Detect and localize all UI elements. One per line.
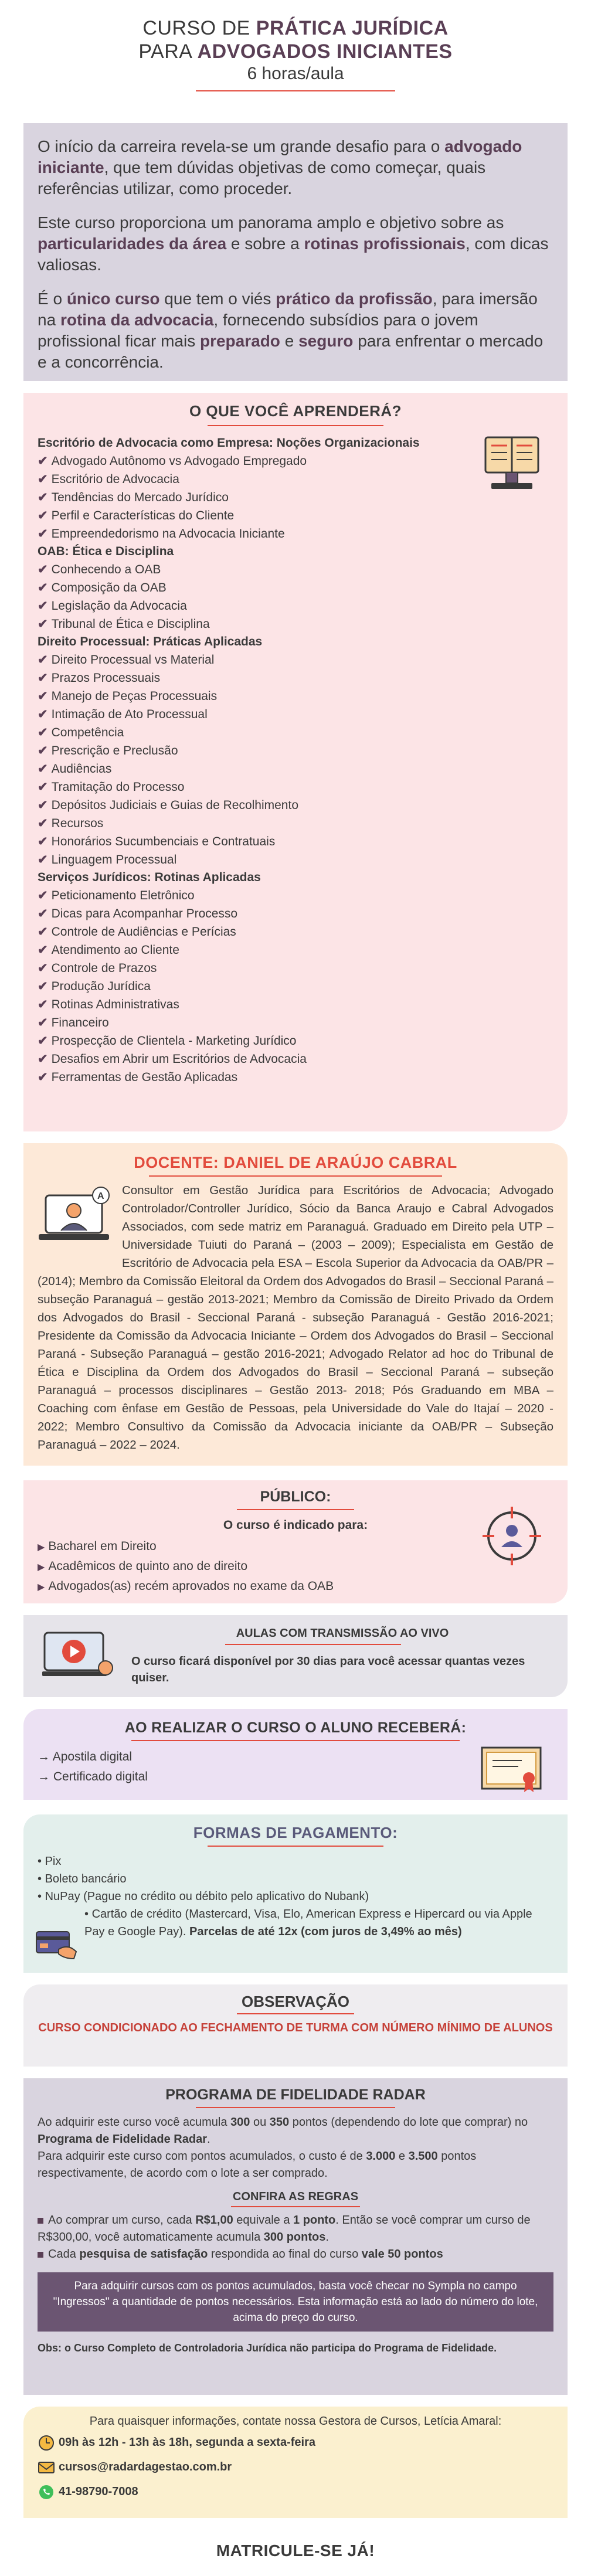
learn-item — [38, 742, 553, 760]
check-icon: ✔ — [38, 889, 48, 902]
learn-item — [38, 995, 553, 1014]
check-icon: ✔ — [38, 581, 48, 594]
title-prefix: PARA — [138, 40, 198, 63]
receive-item-label: Apostila digital — [52, 1750, 133, 1763]
text: Este curso proporciona um panorama amplo e objetivo sobre as — [38, 213, 504, 232]
loyalty-paragraph-2 — [38, 2148, 553, 2182]
check-icon: ✔ — [38, 509, 48, 522]
intro-section — [23, 123, 568, 381]
check-icon: ✔ — [38, 980, 48, 993]
text: , que tem dúvidas objetivas de como começar, quais referências utilizar, como proceder. — [38, 158, 486, 198]
audience-item-label: Advogados(as) recém aprovados no exame da OAB — [48, 1579, 334, 1593]
check-icon: ✔ — [38, 798, 48, 812]
learn-item-label: Competência — [51, 726, 124, 739]
learn-item-label: Prospecção de Clientela - Marketing Jurídico — [51, 1034, 297, 1048]
teacher-title: DOCENTE: DANIEL DE ARAÚJO CABRAL — [134, 1154, 457, 1171]
text: e sobre a — [226, 235, 304, 253]
video-lesson-icon — [41, 1627, 117, 1685]
payment-item — [38, 1870, 553, 1888]
credit-card-icon — [35, 1926, 77, 1961]
audience-section — [23, 1480, 568, 1603]
observation-text: CURSO CONDICIONADO AO FECHAMENTO DE TURMA COM NÚMERO MÍNIMO DE ALUNOS — [38, 2021, 553, 2034]
square-bullet-icon — [38, 2218, 43, 2224]
learn-item-label: Perfil e Características do Cliente — [51, 509, 235, 522]
text: Ao comprar um curso, cada — [48, 2214, 196, 2227]
payment-item-label: Boleto bancário — [45, 1872, 127, 1885]
learn-category: OAB: Ética e Disciplina — [38, 545, 174, 558]
learn-item-label: Depósitos Judiciais e Guias de Recolhimento — [51, 798, 298, 812]
highlight: Programa de Fidelidade Radar — [38, 2133, 207, 2146]
audience-item — [38, 1577, 553, 1597]
check-icon: ✔ — [38, 762, 48, 776]
rule-item-1 — [38, 2212, 553, 2246]
highlight: prático da profissão — [276, 290, 433, 308]
header-divider — [196, 90, 395, 91]
check-icon: ✔ — [38, 907, 48, 920]
check-icon: ✔ — [38, 689, 48, 703]
learn-item — [38, 579, 553, 597]
text: para enfrentar o mercado e a concorrência. — [38, 332, 544, 371]
learn-item — [38, 1032, 553, 1050]
check-icon: ✔ — [38, 961, 48, 975]
learn-item — [38, 1050, 553, 1068]
intro-paragraph-1 — [38, 136, 553, 199]
arrow-right-icon: → — [38, 1770, 53, 1783]
audience-divider — [237, 1509, 354, 1510]
contact-email-row[interactable] — [38, 2456, 553, 2478]
bullet-icon: • — [38, 1890, 45, 1903]
triangle-bullet-icon: ▶ — [38, 1562, 45, 1572]
highlight: único curso — [66, 290, 160, 308]
title-bold: ADVOGADOS INICIANTES — [197, 40, 453, 63]
text: . — [206, 2133, 210, 2146]
learn-category: Escritório de Advocacia como Empresa: Noções Organizacionais — [38, 436, 420, 450]
highlight: 1 ponto — [293, 2214, 336, 2227]
learn-item-label: Linguagem Processual — [51, 853, 177, 866]
learn-category: Serviços Jurídicos: Rotinas Aplicadas — [38, 871, 261, 884]
teacher-bio: Consultor em Gestão Jurídica para Escritórios de Advocacia; Advogado Controlador/Controller Jurídico, Sócio da Banca Araujo e Cabral Advogados Associados, com sede matriz em Paranaguá. Graduado em Direito pela UTP – Universidade Tuiuti do Paraná – (2003 – 2009); Especialista em Gestão de Escritório de Advocacia pela ESA – Escola Superior da Advocacia da OAB/PR – (2014); Membro da Comissão Eleitoral da Ordem dos Advogados do Brasil – Seccional Paraná – subseção Paranaguá – gestão 2013-2021; Membro da Comissão de Direito Privado da Ordem dos Advogados do Brasil - Seccional Paraná - subseção Paranaguá - Gestão 2016-2021; Presidente da Comissão da Advocacia Iniciante – Ordem dos Advogados do Brasil – Seccional Paraná - Subseção Paranaguá – gestão 2016-2021; Advogado Relator ad hoc do Tribunal de Ética e Disciplina da Ordem dos Advogados do Brasil – Seccional Paraná – subseção Paranaguá – processos disciplinares – Gestão 2013- 2018; Pós Graduando em MBA – Coaching com ênfase em Gestão de Pessoas, pela Universidade do Vale do Itajaí – 2020 - 2022; Membro Consultivo da Comissão da Advocacia iniciante da OAB/PR – Subseção Paranaguá – 2022 – 2024. — [38, 1184, 553, 1452]
check-icon: ✔ — [38, 1034, 48, 1048]
learn-item-label: Dicas para Acompanhar Processo — [51, 907, 238, 920]
highlight: rotina da advocacia — [60, 311, 214, 329]
learn-item — [38, 452, 553, 470]
text: É o — [38, 290, 67, 308]
target-user-icon — [480, 1504, 544, 1568]
learn-item-label: Intimação de Ato Processual — [51, 708, 208, 721]
text: Para adquirir este curso com pontos acumulados, o custo é de — [38, 2150, 366, 2163]
enroll-call-to-action[interactable]: MATRICULE-SE JÁ! — [216, 2541, 375, 2560]
live-classes-section — [23, 1615, 568, 1697]
check-icon: ✔ — [38, 835, 48, 848]
check-icon: ✔ — [38, 671, 48, 685]
learn-item-label: Honorários Sucumbenciais e Contratuais — [51, 835, 276, 848]
loyalty-info-box: Para adquirir cursos com os pontos acumulados, basta você checar no Sympla no campo "Ingressos" a quantidade de pontos necessários. Esta informação está ao lado do número do lote, acima do preço do curso. — [38, 2272, 553, 2332]
highlight: pesquisa de satisfação — [79, 2248, 208, 2261]
learn-item — [38, 760, 553, 778]
learn-item-label: Legislação da Advocacia — [51, 599, 187, 613]
learn-item — [38, 723, 553, 742]
learn-item-label: Conhecendo a OAB — [51, 563, 161, 576]
learn-item — [38, 669, 553, 687]
check-icon: ✔ — [38, 473, 48, 486]
learn-item-label: Prescrição e Preclusão — [51, 744, 178, 757]
learn-item — [38, 525, 553, 543]
learn-item-label: Atendimento ao Cliente — [51, 943, 179, 957]
contact-phone-row[interactable] — [38, 2481, 553, 2502]
contact-phone-link[interactable]: 41-98790-7008 — [59, 2485, 138, 2498]
mail-icon — [38, 2459, 55, 2476]
open-book-icon — [480, 434, 544, 492]
check-icon: ✔ — [38, 653, 48, 667]
title-prefix: CURSO DE — [142, 17, 256, 39]
learn-item — [38, 851, 553, 869]
learn-list — [38, 434, 553, 1086]
check-icon: ✔ — [38, 744, 48, 757]
learn-item — [38, 796, 553, 814]
payment-item-label: NuPay (Pague no crédito ou débito pelo aplicativo do Nubank) — [45, 1890, 369, 1903]
bullet-icon: • — [38, 1855, 45, 1868]
check-icon: ✔ — [38, 1052, 48, 1066]
learn-item — [38, 597, 553, 615]
text: . Então se você comprar um curso de R$300,00, você automaticamente acumula — [38, 2214, 531, 2244]
check-icon: ✔ — [38, 853, 48, 866]
payment-item — [38, 1888, 553, 1905]
audience-title: PÚBLICO: — [260, 1488, 331, 1505]
loyalty-note: Obs: o Curso Completo de Controladoria Jurídica não participa do Programa de Fidelidade. — [38, 2342, 497, 2354]
highlight: preparado — [199, 332, 280, 350]
learn-item-label: Manejo de Peças Processuais — [51, 689, 218, 703]
payment-item — [38, 1853, 553, 1870]
learn-item-label: Escritório de Advocacia — [51, 473, 179, 486]
learn-item — [38, 778, 553, 796]
learn-divider — [208, 425, 383, 426]
teacher-section — [23, 1143, 568, 1466]
payment-title: FORMAS DE PAGAMENTO: — [193, 1824, 398, 1841]
arrow-right-icon: → — [38, 1750, 53, 1763]
learn-item-label: Tendências do Mercado Jurídico — [51, 491, 229, 504]
contact-section — [23, 2407, 568, 2518]
text: . — [325, 2231, 329, 2244]
card-text: Cartão de crédito (Mastercard, Visa, Elo, American Express e Hipercard ou via Apple Pay e Google Pay). — [84, 1908, 532, 1938]
live-classes-divider — [225, 1644, 401, 1645]
learn-category: Direito Processual: Práticas Aplicadas — [38, 635, 263, 648]
learn-item-label: Audiências — [51, 762, 112, 776]
learn-item — [38, 687, 553, 705]
rules-divider — [231, 2206, 360, 2207]
learn-item — [38, 705, 553, 723]
certificate-icon — [480, 1744, 544, 1797]
check-icon: ✔ — [38, 817, 48, 830]
observation-divider — [237, 2013, 354, 2014]
learn-item — [38, 615, 553, 633]
highlight: rotinas profissionais — [304, 235, 466, 253]
text: ou — [250, 2116, 270, 2129]
header — [0, 0, 591, 94]
learn-item — [38, 1068, 553, 1086]
payment-divider — [208, 1846, 383, 1847]
learn-title: O QUE VOCÊ APRENDERÁ? — [189, 402, 402, 420]
receive-title: AO REALIZAR O CURSO O ALUNO RECEBERÁ: — [124, 1719, 467, 1736]
highlight: particularidades da área — [38, 235, 227, 253]
contact-hours-row — [38, 2432, 553, 2453]
learn-item-label: Peticionamento Eletrônico — [51, 889, 195, 902]
triangle-bullet-icon: ▶ — [38, 1542, 45, 1552]
check-icon: ✔ — [38, 780, 48, 794]
contact-email-link[interactable]: cursos@radardagestao.com.br — [59, 2461, 232, 2473]
learn-item-label: Composição da OAB — [51, 581, 167, 594]
loyalty-section — [23, 2078, 568, 2395]
learn-item — [38, 560, 553, 579]
check-icon: ✔ — [38, 599, 48, 613]
text: , com dicas valiosas. — [38, 235, 549, 274]
learn-item — [38, 1014, 553, 1032]
check-icon: ✔ — [38, 998, 48, 1011]
learn-item — [38, 832, 553, 851]
learn-item — [38, 886, 553, 905]
learn-item-label: Recursos — [51, 817, 104, 830]
teacher-bio-block — [38, 1181, 553, 1454]
audience-item-label: Bacharel em Direito — [48, 1540, 157, 1553]
bullet-icon: • — [38, 1872, 45, 1885]
highlight: seguro — [298, 332, 354, 350]
highlight: advogado iniciante — [38, 137, 522, 176]
payment-list — [38, 1853, 553, 1905]
receive-item-label: Certificado digital — [53, 1770, 148, 1783]
intro-paragraph-2 — [38, 212, 553, 276]
teacher-laptop-icon — [38, 1185, 114, 1255]
live-classes-title: AULAS COM TRANSMISSÃO AO VIVO — [236, 1627, 449, 1640]
contact-hours: 09h às 12h - 13h às 18h, segunda a sexta-feira — [59, 2436, 315, 2449]
learn-item — [38, 923, 553, 941]
observation-title: OBSERVAÇÃO — [242, 1993, 349, 2010]
text: , para imersão na — [38, 290, 538, 329]
learn-item-label: Direito Processual vs Material — [51, 653, 215, 667]
title-line-2 — [0, 40, 591, 63]
title-line-1 — [0, 0, 591, 40]
learn-item-label: Rotinas Administrativas — [51, 998, 179, 1011]
learn-item-label: Advogado Autônomo vs Advogado Empregado — [51, 454, 307, 468]
payment-section — [23, 1814, 568, 1973]
highlight: 300 pontos — [263, 2231, 326, 2244]
learn-item — [38, 470, 553, 488]
audience-item — [38, 1557, 553, 1577]
receive-item — [38, 1747, 553, 1767]
card-installments: Parcelas de até 12x (com juros de 3,49% ao mês) — [189, 1925, 462, 1938]
check-icon: ✔ — [38, 454, 48, 468]
clock-icon — [38, 2434, 55, 2452]
text: pontos respectivamente, de acordo com o lote a ser comprado. — [38, 2150, 477, 2180]
audience-subtitle: O curso é indicado para: — [223, 1518, 368, 1532]
text: que tem o viés — [159, 290, 276, 308]
receive-list — [38, 1747, 553, 1787]
course-duration: 6 horas/aula — [247, 64, 344, 83]
title-bold: PRÁTICA JURÍDICA — [256, 17, 449, 39]
learn-section — [23, 393, 568, 1131]
rules-title: CONFIRA AS REGRAS — [232, 2190, 359, 2203]
check-icon: ✔ — [38, 527, 48, 541]
square-bullet-icon — [38, 2252, 43, 2258]
text: equivale a — [233, 2214, 294, 2227]
live-classes-text: O curso ficará disponível por 30 dias para você acessar quantas vezes quiser. — [131, 1655, 525, 1684]
learn-item-label: Controle de Prazos — [51, 961, 157, 975]
receive-divider — [131, 1740, 460, 1741]
text: pontos (dependendo do lote que comprar) no — [289, 2116, 528, 2129]
receive-section — [23, 1709, 568, 1800]
learn-item-label: Ferramentas de Gestão Aplicadas — [51, 1070, 238, 1084]
text: respondida ao final do curso — [208, 2248, 362, 2261]
highlight: 3.000 — [366, 2150, 396, 2163]
learn-item — [38, 651, 553, 669]
highlight: 3.500 — [408, 2150, 438, 2163]
check-icon: ✔ — [38, 726, 48, 739]
check-icon: ✔ — [38, 925, 48, 939]
contact-title: Para quaisquer informações, contate nossa Gestora de Cursos, Letícia Amaral: — [89, 2415, 502, 2428]
loyalty-title: PROGRAMA DE FIDELIDADE RADAR — [165, 2086, 426, 2103]
text: , fornecendo subsídios para o jovem profissional ficar mais — [38, 311, 478, 350]
learn-item — [38, 507, 553, 525]
text: Ao adquirir este curso você acumula — [38, 2116, 231, 2129]
learn-item — [38, 977, 553, 995]
check-icon: ✔ — [38, 943, 48, 957]
loyalty-paragraph-1 — [38, 2114, 553, 2148]
highlight: vale 50 pontos — [361, 2248, 443, 2261]
teacher-divider — [149, 1175, 442, 1177]
highlight: 300 — [230, 2116, 250, 2129]
text: e — [395, 2150, 409, 2163]
text: O início da carreira revela-se um grande desafio para o — [38, 137, 445, 155]
learn-item-label: Tramitação do Processo — [51, 780, 185, 794]
whatsapp-icon — [38, 2483, 55, 2501]
highlight: 350 — [269, 2116, 290, 2129]
learn-item-label: Financeiro — [51, 1016, 109, 1029]
audience-list — [38, 1537, 553, 1597]
receive-item — [38, 1767, 553, 1787]
check-icon: ✔ — [38, 708, 48, 721]
learn-item — [38, 488, 553, 507]
learn-item-label: Prazos Processuais — [51, 671, 161, 685]
highlight: R$1,00 — [195, 2214, 233, 2227]
triangle-bullet-icon: ▶ — [38, 1582, 45, 1592]
text: e — [280, 332, 299, 350]
learn-item — [38, 941, 553, 959]
learn-item — [38, 905, 553, 923]
observation-section — [23, 1984, 568, 2067]
learn-item-label: Produção Jurídica — [51, 980, 151, 993]
text: Cada — [48, 2248, 80, 2261]
audience-item — [38, 1537, 553, 1557]
audience-item-label: Acadêmicos de quinto ano de direito — [48, 1559, 248, 1573]
intro-paragraph-3 — [38, 288, 553, 373]
learn-item — [38, 959, 553, 977]
learn-item-label: Tribunal de Ética e Disciplina — [51, 617, 210, 631]
learn-item-label: Empreendedorismo na Advocacia Iniciante — [51, 527, 285, 541]
learn-item — [38, 814, 553, 832]
loyalty-divider — [196, 2107, 395, 2108]
check-icon: ✔ — [38, 563, 48, 576]
check-icon: ✔ — [38, 617, 48, 631]
learn-item-label: Controle de Audiências e Perícias — [51, 925, 236, 939]
payment-item-label: Pix — [45, 1855, 62, 1868]
rule-item-2 — [38, 2246, 553, 2263]
svg-text:A: A — [97, 1191, 104, 1201]
check-icon: ✔ — [38, 1016, 48, 1029]
credit-card-item: • Cartão de crédito (Mastercard, Visa, Elo, American Express e Hipercard ou via Apple Pay e Google Pay). Parcelas de até 12x (com juros de 3,49% ao mês) — [84, 1908, 532, 1938]
check-icon: ✔ — [38, 1070, 48, 1084]
check-icon: ✔ — [38, 491, 48, 504]
learn-item-label: Desafios em Abrir um Escritórios de Advocacia — [51, 1052, 307, 1066]
